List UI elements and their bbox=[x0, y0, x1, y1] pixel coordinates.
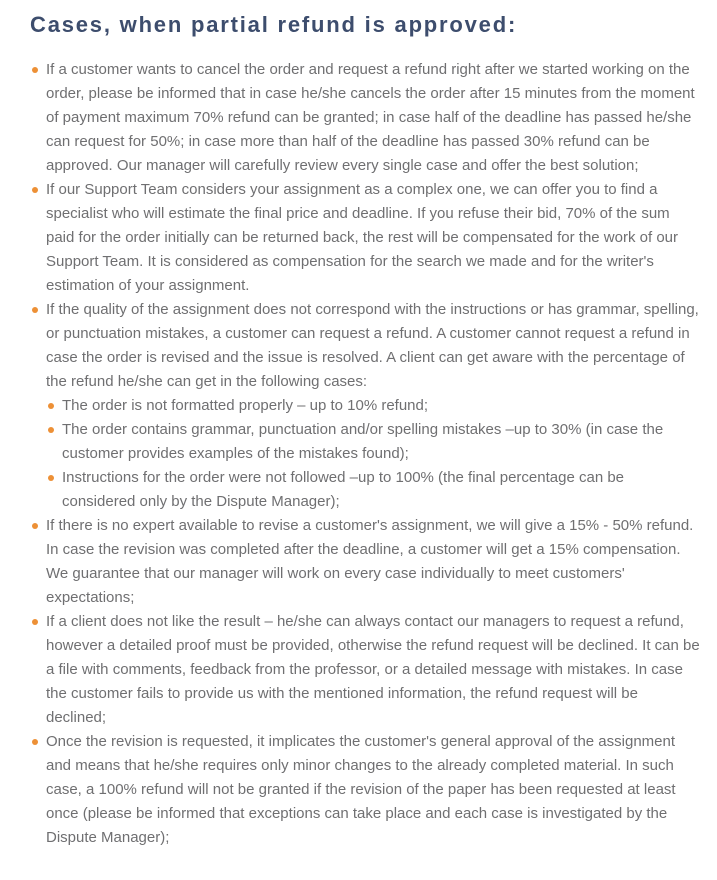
list-item-text: If the quality of the assignment does not correspond with the instructions or has grammar, spelling, or punctuation mistakes, a customer can request a refund. A customer cannot request a refund in case the order is revised and the issue is resolved. A client can get aware with the percentage of the refund he/she can get in the following cases: bbox=[46, 301, 699, 391]
list-item bbox=[32, 514, 701, 610]
sub-list-item-text: The order contains grammar, punctuation and/or spelling mistakes –up to 30% (in case the customer provides examples of the mistakes found); bbox=[62, 421, 664, 463]
bullet-icon bbox=[32, 619, 38, 625]
bullet-icon bbox=[48, 475, 54, 481]
sub-list-item bbox=[48, 394, 701, 418]
list-item-text: If our Support Team considers your assignment as a complex one, we can offer you to find a specialist who will estimate the final price and deadline. If you refuse their bid, 70% of the sum paid for the order initially can be returned back, the rest will be compensated for the work of our Support Team. It is considered as compensation for the search we made and for the writer's estimation of your assignment. bbox=[46, 181, 678, 295]
bullet-icon bbox=[32, 523, 38, 529]
page-title: Cases, when partial refund is approved: bbox=[30, 12, 518, 37]
refund-percentage-sublist bbox=[46, 394, 701, 514]
list-item-text: If there is no expert available to revise a customer's assignment, we will give a 15% - 50% refund. In case the revision was completed after the deadline, a customer will get a 15% compensation. We guarantee that our manager will work on every case individually to meet customers' expectations; bbox=[46, 517, 694, 607]
list-item bbox=[32, 178, 701, 298]
sub-list-item bbox=[48, 466, 701, 514]
bullet-icon bbox=[32, 307, 38, 313]
bullet-icon bbox=[48, 403, 54, 409]
list-item-text: If a client does not like the result – he/she can always contact our managers to request a refund, however a detailed proof must be provided, otherwise the refund request will be declined. It can be a file with comments, feedback from the professor, or a detailed message with mistakes. In case the customer fails to provide us with the mentioned information, the refund request will be declined; bbox=[46, 613, 700, 727]
bullet-icon bbox=[32, 67, 38, 73]
bullet-icon bbox=[48, 427, 54, 433]
list-item bbox=[32, 58, 701, 178]
list-item bbox=[32, 730, 701, 850]
sub-list-item-text: The order is not formatted properly – up to 10% refund; bbox=[62, 397, 429, 415]
sub-list-item bbox=[48, 418, 701, 466]
bullet-icon bbox=[32, 739, 38, 745]
bullet-icon bbox=[32, 187, 38, 193]
list-item-text: If a customer wants to cancel the order and request a refund right after we started working on the order, please be informed that in case he/she cancels the order after 15 minutes from the moment of payment maximum 70% refund can be granted; in case half of the deadline has passed he/she can request for 50%; in case more than half of the deadline has passed 30% refund can be approved. Our manager will carefully review every single case and offer the best solution; bbox=[46, 61, 695, 175]
list-item bbox=[32, 610, 701, 730]
refund-cases-list bbox=[30, 58, 701, 850]
sub-list-item-text: Instructions for the order were not followed –up to 100% (the final percentage can be considered only by the Dispute Manager); bbox=[62, 469, 625, 511]
list-item bbox=[32, 298, 701, 514]
list-item-text: Once the revision is requested, it implicates the customer's general approval of the assignment and means that he/she requires only minor changes to the already completed material. In such case, a 100% refund will not be granted if the revision of the paper has been requested at least once (please be informed that exceptions can take place and each case is investigated by the Dispute Manager); bbox=[46, 733, 676, 847]
